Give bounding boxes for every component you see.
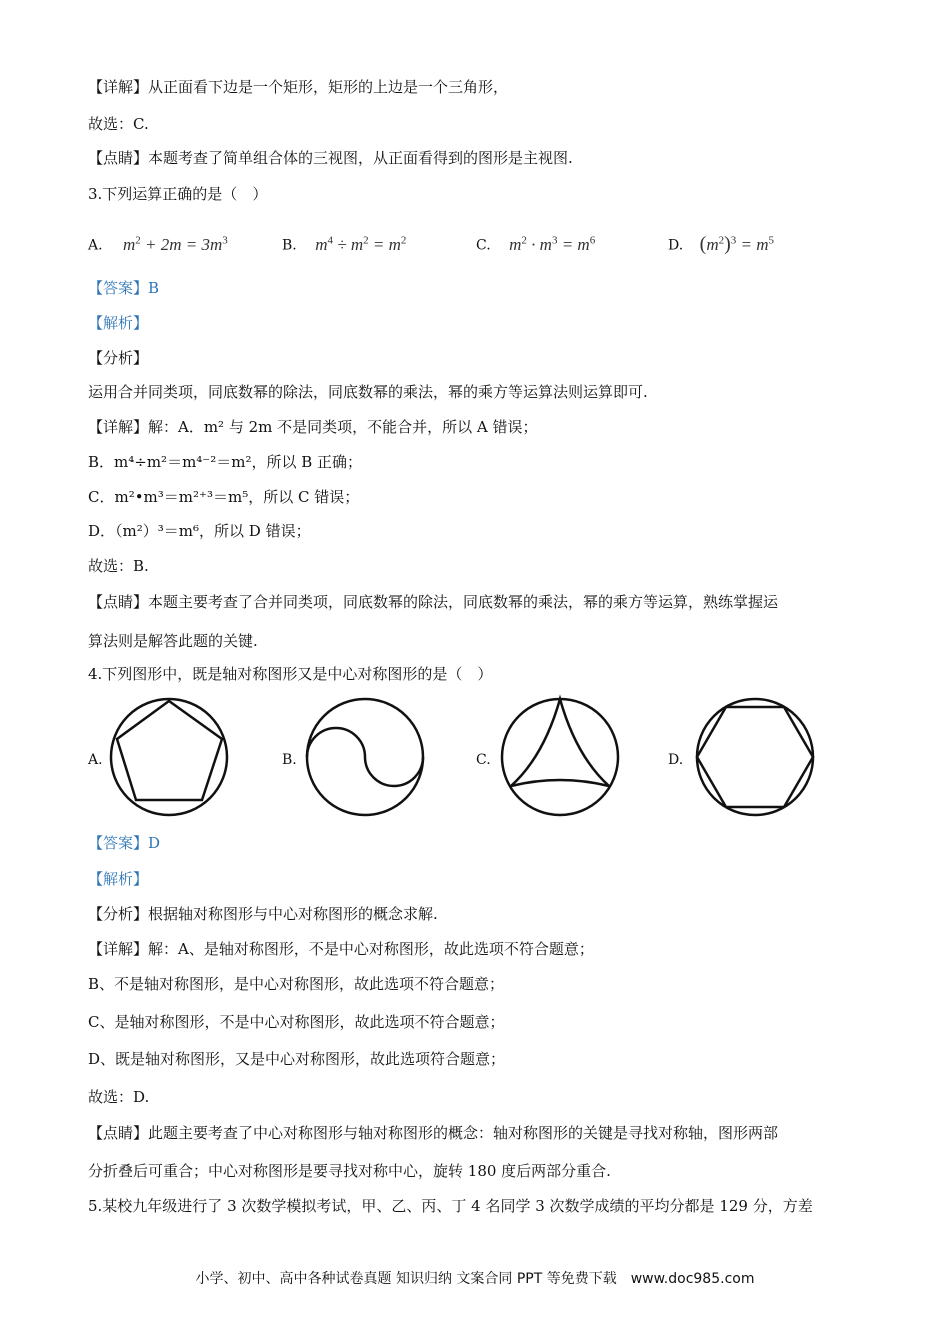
q3-option-d [668,230,774,256]
formula-d: $(m^2)^3 = m^5$ [699,232,775,255]
text-line: B、不是轴对称图形，是中心对称图形，故此选项不符合题意； [88,975,505,993]
q3-option-b [282,230,406,256]
text-line: 【点睛】本题考查了简单组合体的三视图，从正面看得到的图形是主视图. [88,149,573,167]
text-line: D．（m²）³＝m⁶，所以 D 错误； [88,522,311,540]
text-line: 【点睛】本题主要考查了合并同类项，同底数幂的除法，同底数幂的乘法，幂的乘方等运算，熟练掌握运 [88,593,779,611]
option-label: C. [476,237,491,254]
analysis-label: 【解析】 [88,314,149,332]
page-footer: 小学、初中、高中各种试卷真题 知识归纳 文案合同 PPT 等免费下载 www.doc985.com [195,1271,755,1287]
q4-option-c-label: C. [476,752,491,768]
text-line: B．m⁴÷m²＝m⁴⁻²＝m²，所以 B 正确； [88,453,363,471]
text-line: 【分析】根据轴对称图形与中心对称图形的概念求解. [88,905,438,923]
circle-curved-triangle-figure [497,694,623,820]
question-5-title: 5.某校九年级进行了 3 次数学模拟考试，甲、乙、丙、丁 4 名同学 3 次数学成绩的平均分都是 129 分，方差 [88,1197,813,1215]
text-line: 故选：C. [88,115,149,133]
formula-b: $m^4 \div m^2 = m^2$ [315,234,407,254]
option-label: D. [668,237,684,254]
circle-hexagon-figure [692,694,818,820]
q4-option-b-label: B. [282,752,297,768]
q3-option-c [476,230,595,256]
text-line: 运用合并同类项，同底数幂的除法，同底数幂的乘法，幂的乘方等运算法则运算即可. [88,383,648,401]
question-4-title: 4.下列图形中，既是轴对称图形又是中心对称图形的是（ ） [88,665,493,683]
question-3-title: 3.下列运算正确的是（ ） [88,185,268,203]
formula-a: $m^2 + 2m = 3m^3$ [123,234,228,254]
text-line: 【详解】解：A．m² 与 2m 不是同类项，不能合并，所以 A 错误； [88,418,538,436]
answer-label: 【答案】D [88,834,161,852]
text-line: 【详解】从正面看下边是一个矩形，矩形的上边是一个三角形， [88,78,509,96]
formula-c: $m^2 \cdot m^3 = m^6$ [509,234,596,254]
text-line: 故选：B. [88,557,149,575]
text-line: 【分析】 [88,349,149,367]
circle-yinyang-figure [302,694,428,820]
text-line: 算法则是解答此题的关键. [88,632,258,650]
answer-label: 【答案】B [88,279,160,297]
text-line: C．m²•m³＝m²⁺³＝m⁵，所以 C 错误； [88,488,360,506]
circle-pentagon-figure [106,694,232,820]
text-line: C、是轴对称图形，不是中心对称图形，故此选项不符合题意； [88,1013,505,1031]
text-line: 故选：D. [88,1088,150,1106]
text-line: 【点睛】此题主要考查了中心对称图形与轴对称图形的概念：轴对称图形的关键是寻找对称轴，图形两部 [88,1124,779,1142]
text-line: D、既是轴对称图形，又是中心对称图形，故此选项符合题意； [88,1050,506,1068]
analysis-label: 【解析】 [88,870,149,888]
option-label: B. [282,237,297,254]
q3-option-a [88,230,228,256]
q4-option-a-label: A. [88,752,103,768]
text-line: 分折叠后可重合；中心对称图形是要寻找对称中心，旋转 180 度后两部分重合. [88,1162,611,1180]
option-label: A. [88,237,103,254]
q4-option-d-label: D. [668,752,684,768]
text-line: 【详解】解：A、是轴对称图形，不是中心对称图形，故此选项不符合题意； [88,940,594,958]
